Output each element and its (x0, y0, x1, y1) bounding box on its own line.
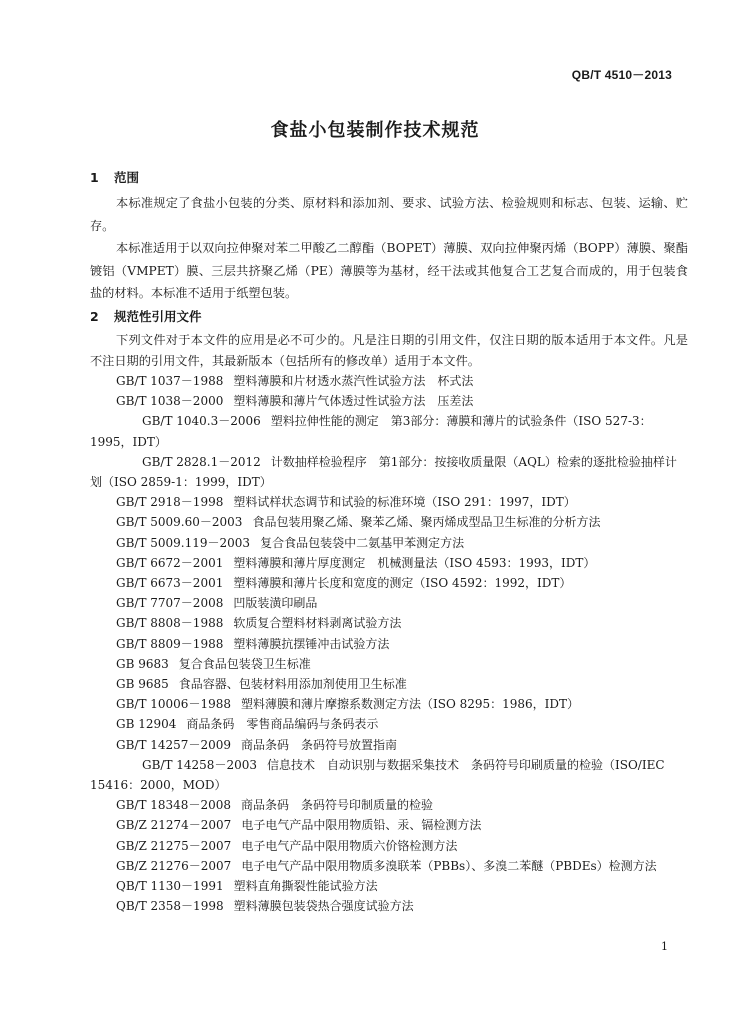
reference-title: 食品容器、包装材料用添加剂使用卫生标准 (178, 677, 407, 692)
reference-title: 凹版装潢印刷品 (233, 596, 318, 611)
references-intro: 下列文件对于本文件的应用是必不可少的。凡是注日期的引用文件，仅注日期的版本适用于本文件。凡是不注日期的引用文件，其最新版本（包括所有的修改单）适用于本文件。 (90, 333, 688, 368)
reference-item (90, 371, 688, 391)
reference-title: 商品条码 条码符号印制质量的检验 (240, 798, 433, 813)
reference-code: GB/T 2918－1998 (116, 495, 224, 510)
reference-title: 商品条码 零售商品编码与条码表示 (186, 717, 379, 732)
reference-item (90, 836, 688, 856)
reference-item (90, 694, 688, 714)
reference-item (90, 714, 688, 734)
reference-code: QB/T 1130－1991 (116, 879, 224, 894)
reference-list (90, 371, 688, 916)
reference-title: 塑料薄膜和薄片厚度测定 机械测量法（ISO 4593：1993，IDT） (233, 555, 596, 570)
reference-code: GB/T 5009.119－2003 (116, 535, 251, 550)
reference-item (90, 755, 688, 795)
reference-item (90, 674, 688, 694)
scope-paragraph-2: 本标准适用于以双向拉伸聚对苯二甲酸乙二醇酯（BOPET）薄膜、双向拉伸聚丙烯（BOPP）薄膜、聚酯镀铝（VMPET）膜、三层共挤聚乙烯（PE）薄膜等为基材，经干法或其他复合工艺复合而成的，用于包装食盐的材料。本标准不适用于纸塑包装。 (90, 241, 688, 300)
reference-title: 电子电气产品中限用物质六价铬检测方法 (241, 838, 458, 853)
reference-code: GB 9685 (116, 677, 169, 692)
reference-item (90, 856, 688, 876)
reference-code: GB/Z 21274－2007 (116, 818, 232, 833)
section-number: 1 (90, 170, 99, 185)
reference-title: 塑料薄膜和片材透水蒸汽性试验方法 杯式法 (233, 374, 474, 388)
reference-code: QB/T 2358－1998 (116, 899, 224, 914)
reference-code: GB/T 1038－2000 (116, 394, 224, 409)
reference-code: GB/T 18348－2008 (116, 798, 231, 813)
reference-title: 商品条码 条码符号放置指南 (240, 737, 397, 752)
reference-code: GB/T 1040.3－2006 (142, 414, 261, 429)
reference-item (90, 593, 688, 613)
reference-title: 塑料试样状态调节和试验的标准环境（ISO 291：1997，IDT） (233, 495, 576, 510)
reference-code: GB/Z 21275－2007 (116, 838, 232, 853)
reference-item (90, 492, 688, 512)
reference-title: 塑料薄膜抗摆锤冲击试验方法 (233, 636, 390, 651)
section-heading-normative-references (90, 307, 202, 325)
scope-paragraph-1: 本标准规定了食盐小包装的分类、原材料和添加剂、要求、试验方法、检验规则和标志、包装、运输、贮存。 (90, 196, 688, 233)
reference-title: 塑料薄膜和薄片气体透过性试验方法 压差法 (233, 394, 474, 409)
reference-code: GB 9683 (116, 656, 169, 671)
reference-item (90, 795, 688, 815)
reference-item (90, 613, 688, 633)
reference-item (90, 512, 688, 532)
reference-title: 食品包装用聚乙烯、聚苯乙烯、聚丙烯成型品卫生标准的分析方法 (252, 515, 601, 530)
reference-item (90, 411, 688, 451)
reference-code: GB/Z 21276－2007 (116, 858, 232, 873)
reference-title: 塑料薄膜和薄片长度和宽度的测定（ISO 4592：1992，IDT） (233, 576, 572, 591)
reference-code: GB/T 7707－2008 (116, 596, 224, 611)
section-heading-scope (90, 168, 139, 186)
reference-title: 电子电气产品中限用物质铅、汞、镉检测方法 (241, 818, 482, 833)
reference-code: GB 12904 (116, 717, 177, 732)
reference-code: GB/T 5009.60－2003 (116, 515, 243, 530)
reference-item (90, 815, 688, 835)
reference-title: 软质复合塑料材料剥离试验方法 (233, 616, 402, 631)
reference-code: GB/T 14258－2003 (142, 757, 257, 772)
reference-code: GB/T 6672－2001 (116, 555, 224, 570)
reference-title: 塑料直角撕裂性能试验方法 (233, 879, 378, 894)
reference-code: GB/T 1037－1988 (116, 374, 224, 388)
reference-code: GB/T 6673－2001 (116, 576, 224, 591)
reference-code: GB/T 8809－1988 (116, 636, 224, 651)
reference-code: GB/T 2828.1－2012 (142, 454, 261, 469)
reference-code: GB/T 10006－1988 (116, 697, 231, 712)
reference-item (90, 654, 688, 674)
document-title: 食盐小包装制作技术规范 (270, 120, 480, 141)
reference-title: 塑料薄膜包装袋热合强度试验方法 (233, 899, 414, 914)
reference-code: GB/T 14257－2009 (116, 737, 231, 752)
reference-code: GB/T 8808－1988 (116, 616, 224, 631)
reference-title: 计数抽样检验程序 第1部分：按接收质量限（AQL）检索的逐批检验抽样计划（ISO 2859-1：1999，IDT） (90, 454, 677, 490)
reference-item (90, 876, 688, 896)
page-number: 1 (661, 940, 668, 953)
reference-item (90, 391, 688, 411)
reference-item (90, 896, 688, 916)
reference-item (90, 553, 688, 573)
reference-title: 复合食品包装袋中二氨基甲苯测定方法 (260, 535, 465, 550)
reference-item (90, 533, 688, 553)
section-title: 范围 (114, 170, 140, 185)
reference-title: 信息技术 自动识别与数据采集技术 条码符号印刷质量的检验（ISO/IEC 15416：2000，MOD） (90, 757, 665, 793)
reference-item (90, 573, 688, 593)
reference-item (90, 452, 688, 492)
reference-item (90, 634, 688, 654)
reference-title: 塑料拉伸性能的测定 第3部分：薄膜和薄片的试验条件（ISO 527-3：1995，IDT） (90, 414, 652, 449)
reference-title: 电子电气产品中限用物质多溴联苯（PBBs）、多溴二苯醚（PBDEs）检测方法 (241, 858, 657, 873)
reference-item (90, 735, 688, 755)
section-number: 2 (90, 309, 99, 324)
reference-title: 塑料薄膜和薄片摩擦系数测定方法（ISO 8295：1986，IDT） (240, 697, 580, 712)
reference-title: 复合食品包装袋卫生标准 (178, 656, 311, 671)
section-title: 规范性引用文件 (114, 309, 202, 324)
standard-number: QB/T 4510－2013 (571, 68, 672, 82)
